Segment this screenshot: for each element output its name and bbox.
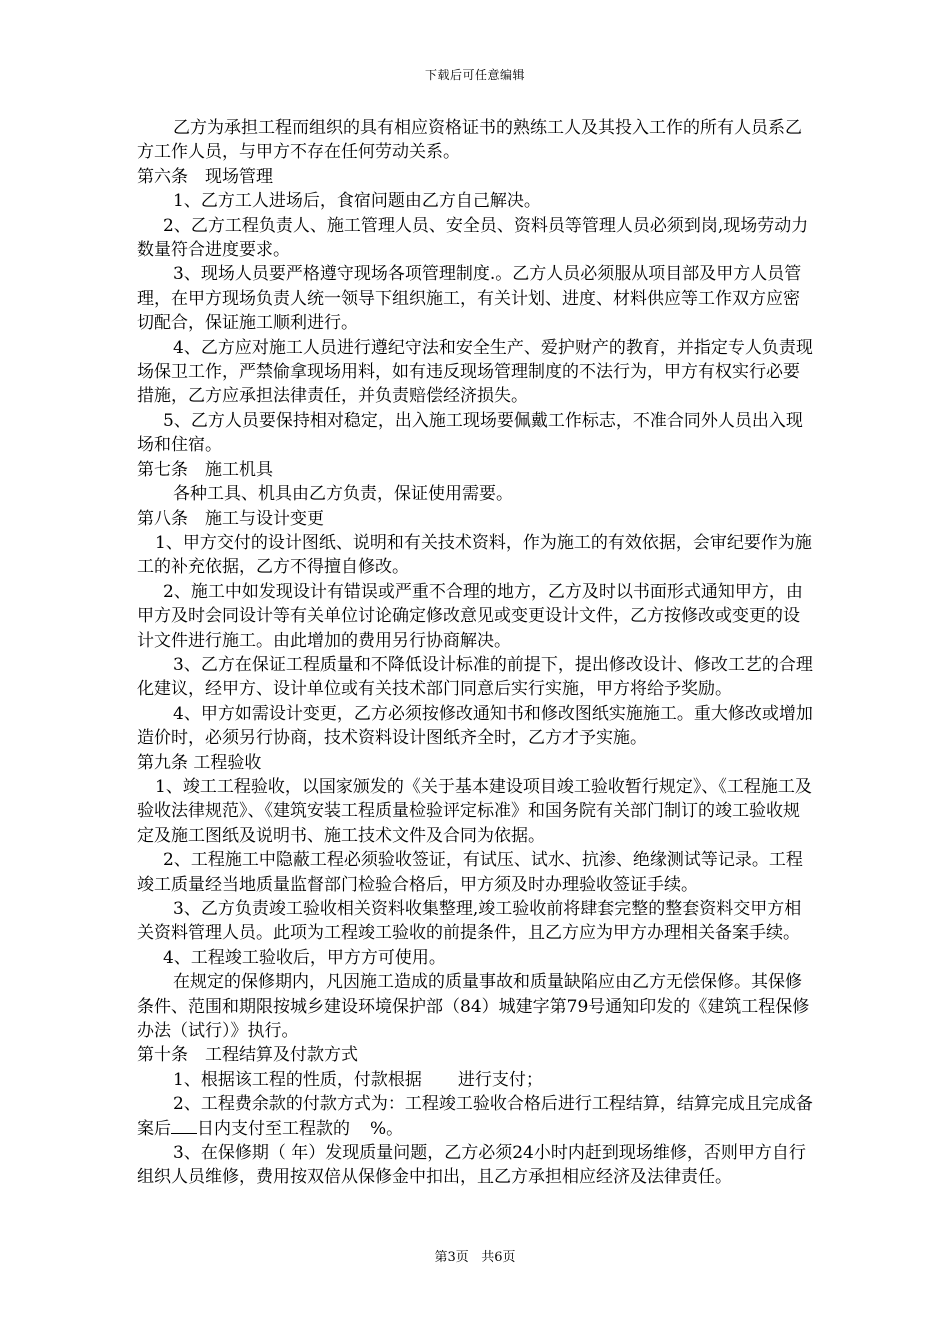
article-heading-6: 第六条 现场管理	[137, 166, 273, 187]
paragraph: 4、乙方应对施工人员进行遵纪守法和安全生产、爱护财产的教育，并指定专人负责现场保卫工作，严禁偷拿现场用料，如有违反现场管理制度的不法行为，甲方有权实行必要措施，乙方应承担法律责任，并负责赔偿经济损失。	[137, 337, 813, 407]
document-body	[137, 116, 815, 1190]
article-heading-8: 第八条 施工与设计变更	[137, 508, 324, 529]
paragraph: 4、甲方如需设计变更，乙方必须按修改通知书和修改图纸实施施工。重大修改或增加造价时，必须另行协商，技术资料设计图纸齐全时，乙方才予实施。	[137, 703, 813, 749]
article-heading-9: 第九条 工程验收	[137, 752, 262, 773]
payment-clause-1-tail: 进行支付；	[457, 1069, 543, 1090]
paragraph: 4、工程竣工验收后，甲方方可使用。	[163, 947, 446, 968]
paragraph: 1、乙方工人进场后，食宿问题由乙方自己解决。	[173, 191, 541, 212]
paragraph: 乙方为承担工程而组织的具有相应资格证书的熟练工人及其投入工作的所有人员系乙方工作人员，与甲方不存在任何劳动关系。	[137, 118, 802, 163]
payment-clause-2-text: 2、工程费余款的付款方式为：工程竣工验收合格后进行工程结算，结算完成且完成备案后	[137, 1094, 813, 1139]
page-header-note: 下载后可任意编辑	[424, 68, 525, 82]
paragraph: 5、乙方人员要保持相对稳定，出入施工现场要佩戴工作标志，不准合同外人员出入现场和住宿。	[137, 410, 803, 456]
paragraph: 2、乙方工程负责人、施工管理人员、安全员、资料员等管理人员必须到岗,现场劳动力数量符合进度要求。	[137, 215, 809, 261]
paragraph: 3、在保修期（ 年）发现质量问题，乙方必须24小时内赶到现场维修，否则甲方自行组织人员维修，费用按双倍从保修金中扣出，且乙方承担相应经济及法律责任。	[137, 1143, 806, 1188]
article-heading-10: 第十条 工程结算及付款方式	[137, 1045, 358, 1066]
days-blank-line	[171, 1119, 197, 1134]
payment-clause-1	[137, 1068, 815, 1092]
paragraph: 3、乙方在保证工程质量和不降低设计标准的前提下，提出修改设计、修改工艺的合理化建议，经甲方、设计单位或有关技术部门同意后实行实施，甲方将给予奖励。	[137, 654, 813, 700]
page-footer	[0, 1246, 950, 1265]
article-heading-7: 第七条 施工机具	[137, 459, 273, 480]
paragraph: 3、乙方负责竣工验收相关资料收集整理,竣工验收前将肆套完整的整套资料交甲方相关资料管理人员。此项为工程竣工验收的前提条件，且乙方应为甲方办理相关备案手续。	[137, 899, 802, 944]
paragraph: 1、甲方交付的设计图纸、说明和有关技术资料，作为施工的有效依据，会审纪要作为施工的补充依据，乙方不得擅自修改。	[137, 532, 812, 578]
payment-clause-1-text: 1、根据该工程的性质，付款根据	[173, 1069, 422, 1090]
page-total: 共6页	[481, 1250, 516, 1265]
payment-clause-2	[137, 1092, 815, 1141]
paragraph: 2、施工中如发现设计有错误或严重不合理的地方，乙方及时以书面形式通知甲方，由甲方及时会同设计等有关单位讨论确定修改意见或变更设计文件，乙方按修改或变更的设计文件进行施工。由此增加的费用另行协商解决。	[137, 581, 803, 651]
page-number: 第3页	[434, 1250, 469, 1265]
payment-clause-2-mid: 日内支付至工程款的	[197, 1118, 350, 1139]
payment-clause-2-tail: %。	[370, 1118, 404, 1139]
paragraph: 3、现场人员要严格遵守现场各项管理制度.。乙方人员必须服从项目部及甲方人员管理，在甲方现场负责人统一领导下组织施工，有关计划、进度、材料供应等工作双方应密切配合，保证施工顺利进行。	[137, 264, 802, 334]
paragraph: 各种工具、机具由乙方负责，保证使用需要。	[173, 484, 513, 505]
paragraph: 在规定的保修期内，凡因施工造成的质量事故和质量缺陷应由乙方无偿保修。其保修条件、范围和期限按城乡建设环境保护部（84）城建字第79号通知印发的《建筑工程保修办法（试行）》执行。	[137, 972, 810, 1042]
paragraph: 2、工程施工中隐蔽工程必须验收签证，有试压、试水、抗渗、绝缘测试等记录。工程竣工质量经当地质量监督部门检验合格后，甲方须及时办理验收签证手续。	[137, 850, 803, 895]
paragraph: 1、竣工工程验收，以国家颁发的《关于基本建设项目竣工验收暂行规定》、《工程施工及验收法律规范》、《建筑安装工程质量检验评定标准》和国务院有关部门制订的竣工验收规定及施工图纸及说明书、施工技术文件及合同为依据。	[137, 776, 812, 846]
